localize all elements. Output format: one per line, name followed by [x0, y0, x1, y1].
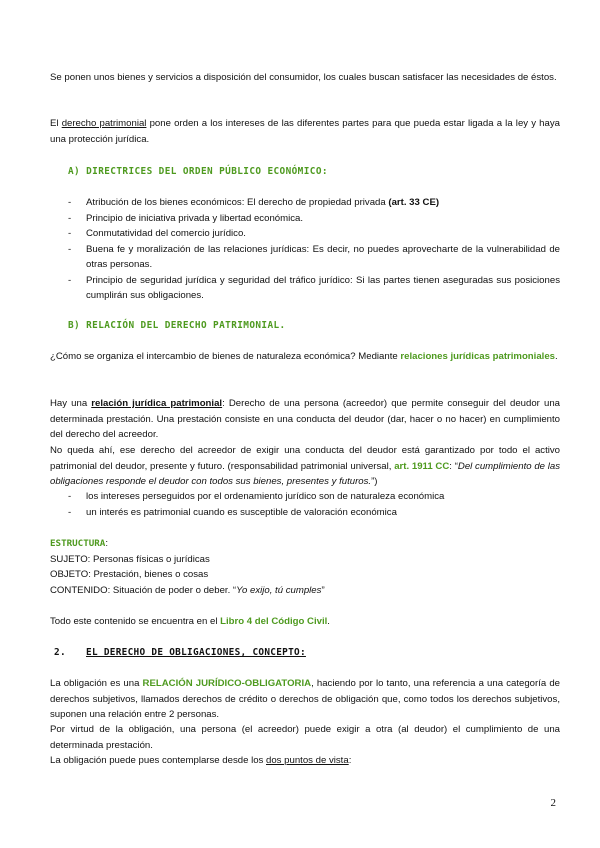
list-intereses — [68, 489, 560, 520]
dos-puntos-term: dos puntos de vista — [266, 755, 349, 766]
relacion-juridica-term: relación jurídica patrimonial — [91, 398, 223, 409]
estructura-contenido: CONTENIDO: Situación de poder o deber. “Yo exijo, tú cumples” — [50, 585, 325, 596]
heading-a-directrices: A) DIRECTRICES DEL ORDEN PÚBLICO ECONÓMICO: — [68, 166, 328, 177]
libro-4-reference: Libro 4 del Código Civil — [220, 616, 328, 627]
list-item: - los intereses perseguidos por el ordenamiento jurídico son de naturaleza económica — [68, 489, 560, 505]
section-title-obligaciones: EL DERECHO DE OBLIGACIONES, CONCEPTO: — [86, 647, 306, 658]
paragraph-puntos-de-vista: La obligación puede pues contemplarse desde los dos puntos de vista: — [50, 755, 352, 766]
list-item: - Principio de seguridad jurídica y seguridad del tráfico jurídico: Si las partes tienen aseguradas sus posiciones cumplirán sus obligaciones. — [68, 273, 560, 304]
paragraph-virtud: Por virtud de la obligación, una persona (el acreedor) puede exigir a otra (al deudor) el cumplimiento de una determinada prestación. — [50, 724, 560, 751]
paragraph-obligacion: La obligación es una RELACIÓN JURÍDICO-OBLIGATORIA, haciendo por lo tanto, una referencia a una categoría de derechos subjetivos, llamados derechos de crédito o derechos de obligación que, como todos los derechos subjetivos, suponen una relación entre 2 personas. — [50, 678, 560, 720]
estructura-sujeto: SUJETO: Personas físicas o jurídicas — [50, 554, 210, 565]
paragraph-responsabilidad: No queda ahí, ese derecho del acreedor de exigir una conducta del deudor está garantizado por todo el activo patrimonial del deudor, presente y futuro. (responsabilidad patrimonial universal, art. 1911 CC: “Del cumplimiento de las obligaciones responde el deudor con todos sus bienes, presentes y futuros.”) — [50, 445, 560, 487]
paragraph-derecho-patrimonial: El derecho patrimonial pone orden a los intereses de las diferentes partes para que pueda estar ligada a la ley y haya una protección jurídica. — [50, 118, 560, 145]
paragraph-relacion-juridica: Hay una relación jurídica patrimonial: Derecho de una persona (acreedor) que permite conseguir del deudor una determinada prestación. Una prestación consiste en una conducta del deudor (dar, hacer o no hacer) en cumplimiento del derecho del acreedor. — [50, 398, 560, 440]
page-number: 2 — [550, 797, 556, 809]
relaciones-juridicas-term: relaciones jurídicas patrimoniales — [400, 351, 556, 362]
list-item: - Atribución de los bienes económicos: El derecho de propiedad privada (art. 33 CE) — [68, 195, 560, 211]
list-item: - un interés es patrimonial cuando es susceptible de valoración económica — [68, 505, 560, 521]
estructura-objeto: OBJETO: Prestación, bienes o cosas — [50, 569, 209, 580]
paragraph-intro: Se ponen unos bienes y servicios a disposición del consumidor, los cuales buscan satisfacer las necesidades de éstos. — [50, 72, 557, 83]
heading-b-relacion: B) RELACIÓN DEL DERECHO PATRIMONIAL. — [68, 320, 286, 331]
list-item: - Principio de iniciativa privada y libertad económica. — [68, 211, 560, 227]
relacion-juridico-obligatoria-term: RELACIÓN JURÍDICO-OBLIGATORIA — [142, 678, 312, 689]
paragraph-intercambio: ¿Cómo se organiza el intercambio de bienes de naturaleza económica? Mediante relaciones jurídicas patrimoniales. — [50, 351, 558, 362]
list-directrices — [68, 195, 560, 304]
paragraph-libro-4: Todo este contenido se encuentra en el Libro 4 del Código Civil. — [50, 616, 330, 627]
art-1911-reference: art. 1911 CC — [394, 460, 450, 472]
list-item: - Conmutatividad del comercio jurídico. — [68, 226, 560, 242]
section-number: 2. — [54, 647, 66, 658]
estructura-title: ESTRUCTURA: — [50, 538, 108, 549]
list-item: - Buena fe y moralización de las relaciones jurídicas: Es decir, no puedes aprovecharte de la vulnerabilidad de otras personas. — [68, 242, 560, 273]
derecho-patrimonial-term: derecho patrimonial — [61, 118, 147, 129]
